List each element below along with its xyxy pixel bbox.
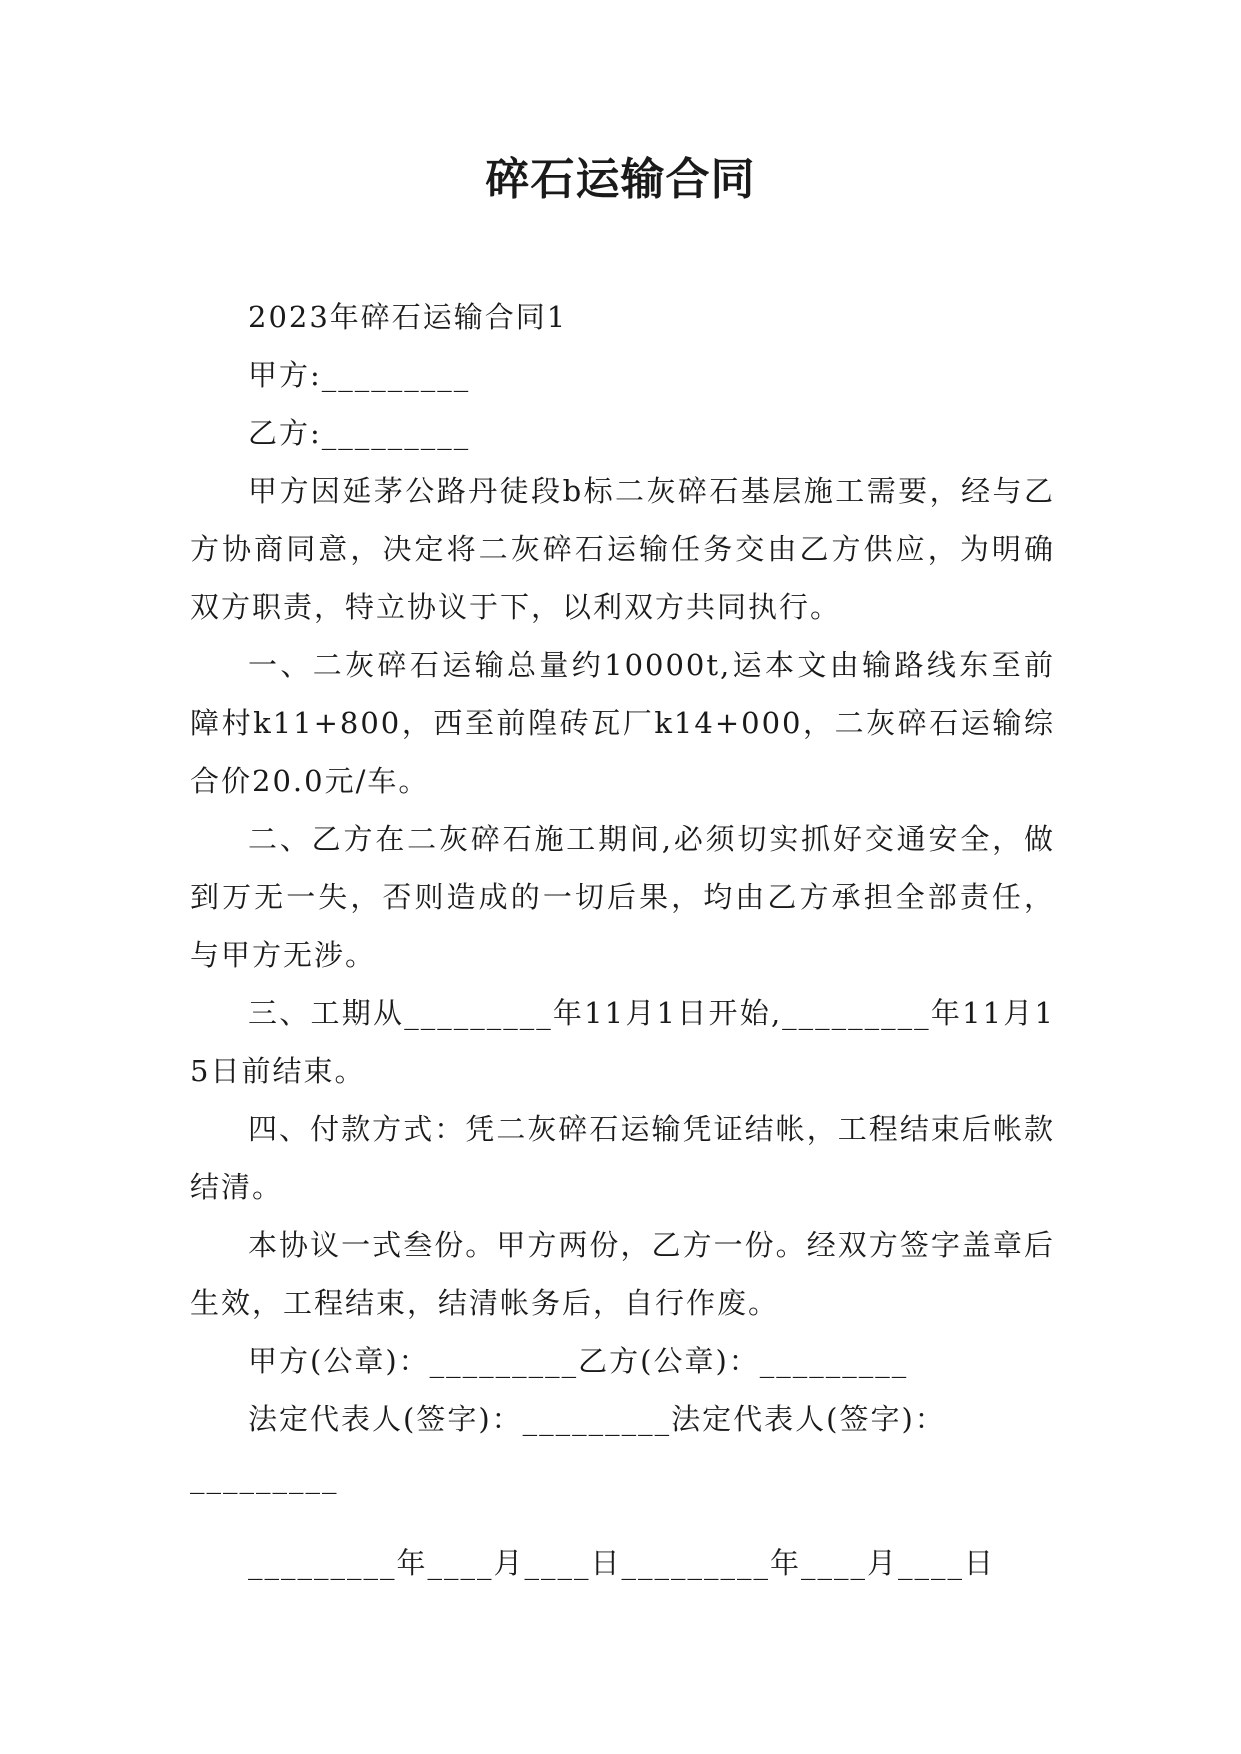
representatives-line: 法定代表人(签字)：_________法定代表人(签字)： [248,1402,946,1436]
contract-subtitle: 2023年碎石运输合同1 [248,300,568,334]
party-b-line: 乙方:_________ [248,416,471,450]
clause-2: 二、乙方在二灰碎石施工期间,必须切实抓好交通安全，做到万无一失，否则造成的一切后果，均由乙方承担全部责任，与甲方无涉。 [190,822,1055,972]
document-title: 碎石运输合同 [485,154,756,205]
copies-paragraph: 本协议一式叁份。甲方两份，乙方一份。经双方签字盖章后生效，工程结束，结清帐务后，自行作废。 [190,1228,1055,1320]
seals-line: 甲方(公章)：_________乙方(公章)：_________ [248,1344,909,1378]
document-body [190,288,1055,1592]
party-a-line: 甲方:_________ [248,358,471,392]
clause-1: 一、二灰碎石运输总量约10000t,运本文由输路线东至前障村k11+800，西至前隍砖瓦厂k14+000，二灰碎石运输综合价20.0元/车。 [190,648,1055,798]
representative-blank: _________ [190,1460,339,1494]
date-line: _________年____月____日_________年____月____日 [248,1546,996,1580]
clause-4: 四、付款方式：凭二灰碎石运输凭证结帐，工程结束后帐款结清。 [190,1112,1055,1204]
clause-3: 三、工期从_________年11月1日开始,_________年11月15日前结束。 [190,996,1055,1088]
intro-paragraph: 甲方因延茅公路丹徒段b标二灰碎石基层施工需要，经与乙方协商同意，决定将二灰碎石运输任务交由乙方供应，为明确双方职责，特立协议于下，以利双方共同执行。 [190,474,1055,624]
